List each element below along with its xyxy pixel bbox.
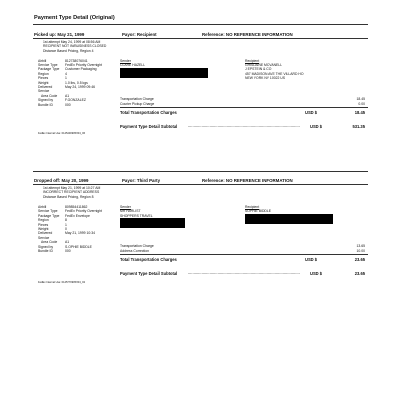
recipient-line: NEW YORK NY 10022 US — [245, 76, 286, 81]
redaction-box — [120, 218, 185, 228]
weight: 0 — [65, 227, 67, 232]
field-label: Signed by — [38, 244, 54, 249]
charge-label: Transportation Charge — [120, 244, 154, 248]
internal-use-code: FedEx Internal Use: 0145430905X04_06 — [38, 132, 86, 135]
charge-amount: 0.00 — [358, 101, 365, 106]
pieces: 1 — [65, 222, 67, 227]
field-label: Service — [38, 235, 50, 240]
airbill-number: 809854411862 — [65, 205, 88, 209]
note-line: INCORRECT RECIPIENT ADDRESS — [43, 190, 100, 195]
total-amount: 23.65 — [354, 256, 365, 262]
area-code: A1 — [65, 93, 70, 98]
field-label: Delivered — [38, 84, 53, 89]
subtotal-currency: USD $ — [310, 271, 323, 276]
sender-line: MR HARLIST — [120, 209, 141, 214]
total-label: Total Transportation Charges — [120, 109, 177, 115]
reference: Reference: NO REFERENCE INFORMATION — [202, 32, 293, 37]
subtotal-currency: USD $ — [310, 124, 323, 129]
sender-line: CLARE HAZELL — [120, 62, 146, 67]
pickup-date: Picked up: May 21, 1999 — [34, 32, 85, 37]
delivery-notes — [43, 186, 100, 199]
redaction-box — [120, 68, 208, 78]
sender-heading: Sender — [120, 205, 131, 209]
field-label: Service Type — [38, 62, 58, 67]
charge-label: Address Correction — [120, 248, 150, 253]
field-label: Signed by — [38, 98, 54, 103]
field-label: Area Code — [41, 240, 58, 245]
redaction-box — [245, 214, 333, 224]
charge-amount: 13.65 — [356, 244, 365, 248]
total-currency: USD $ — [305, 109, 318, 115]
field-values — [65, 59, 102, 107]
subtotal-amount: 23.65 — [354, 271, 365, 276]
field-label: Airbill — [38, 205, 47, 209]
charges-rule — [120, 254, 368, 255]
dropoff-date: Dropped off: May 20, 1999 — [34, 178, 89, 183]
subtotal-label: Payment Type Detail Subtotal — [120, 124, 178, 129]
service-type: FedEx Priority Overnight — [65, 209, 102, 214]
recipient-line: SOPHIE BIDDLE — [245, 209, 272, 214]
subtotal-amount: 531.35 — [352, 124, 365, 129]
field-label: Region — [38, 71, 49, 76]
subtotal-leader: .................................................................................................. — [188, 271, 300, 275]
note-line: 1st attempt May 24, 1999 at 08:56 AM — [43, 40, 101, 44]
subtotal-leader: .................................................................................................. — [188, 124, 300, 128]
signed-by: S.OPHIE BIDDLE — [65, 244, 92, 249]
field-label: Pieces — [38, 76, 49, 81]
sender-heading: Sender — [120, 58, 131, 63]
field-label: Bundle ID — [38, 249, 53, 254]
field-label: Weight — [38, 227, 49, 232]
recipient-heading: Recipient — [245, 205, 260, 209]
field-label: Service — [38, 89, 50, 94]
service-type: FedEx Priority Overnight — [65, 62, 102, 67]
recipient-block — [245, 59, 303, 81]
field-label: Package Type — [38, 67, 60, 72]
total-currency: USD $ — [305, 256, 318, 262]
section-rule — [33, 38, 368, 39]
package-type: FedEx Envelope — [65, 213, 90, 218]
payor: Payor: Third Party — [122, 178, 161, 183]
section-rule — [33, 171, 368, 172]
recipient-line: 457 MADISON AVE THE VILLARD HO — [245, 71, 304, 76]
field-label: Region — [38, 218, 49, 223]
weight: 1.0 lbs, 0.5 kgs — [65, 80, 88, 85]
field-label: Bundle ID — [38, 102, 53, 107]
bundle-id: 000 — [65, 102, 71, 107]
note-line: RECIPIENT NOT IN/BUSINESS CLOSED — [43, 44, 107, 49]
field-label: Delivered — [38, 231, 53, 236]
field-values — [65, 205, 102, 253]
field-labels — [38, 205, 59, 253]
charge-amount: 18.45 — [356, 97, 365, 101]
note-line: 1st attempt May 21, 1999 at 10:27 AM — [43, 186, 101, 190]
field-labels — [38, 59, 59, 107]
sender-block — [120, 205, 153, 218]
sender-block — [120, 59, 145, 68]
airbill-number: 812738076041 — [65, 58, 88, 63]
recipient-block — [245, 205, 271, 214]
recipient-line: J EPSTEIN & CO — [245, 67, 272, 72]
field-label: Pieces — [38, 222, 49, 227]
section-rule — [33, 184, 368, 185]
page-title: Payment Type Detail (Original) — [34, 15, 115, 21]
recipient-line: GHISLAINE MCVANELL — [245, 62, 283, 67]
field-label: Package Type — [38, 213, 60, 218]
field-label: Weight — [38, 80, 49, 85]
charge-amount: 10.00 — [356, 248, 365, 253]
total-label: Total Transportation Charges — [120, 256, 177, 262]
subtotal-label: Payment Type Detail Subtotal — [120, 271, 178, 276]
charges-rule — [120, 107, 368, 108]
internal-use-code: FedEx Internal Use: 0145770905X04_02 — [38, 281, 86, 284]
note-line: Distance Based Pricing, Region 8 — [43, 194, 94, 199]
field-label: Airbill — [38, 58, 47, 63]
sender-line: SHOPPERS TRAVEL — [120, 213, 153, 218]
payor: Payor: Recipient — [122, 32, 157, 37]
package-type: Customer Packaging — [65, 67, 97, 72]
recipient-heading: Recipient — [245, 58, 260, 63]
area-code: A1 — [65, 240, 70, 245]
title-rule — [33, 24, 368, 25]
delivery-notes — [43, 40, 106, 53]
region: 4 — [65, 71, 67, 76]
pieces: 1 — [65, 76, 67, 81]
bundle-id: 000 — [65, 249, 71, 254]
delivered: May 21, 1999 10:34 — [65, 231, 95, 236]
delivered: May 24, 1999 09:46 — [65, 84, 95, 89]
field-label: Area Code — [41, 93, 58, 98]
charge-label: Transportation Charge — [120, 97, 154, 101]
signed-by: F.GONZALEZ — [65, 98, 86, 103]
total-amount: 18.45 — [354, 109, 365, 115]
field-label: Service Type — [38, 209, 58, 214]
region: 8 — [65, 218, 67, 223]
note-line: Distance Based Pricing, Region 4 — [43, 48, 94, 53]
charge-label: Courier Pickup Charge — [120, 101, 155, 106]
reference: Reference: NO REFERENCE INFORMATION — [202, 178, 293, 183]
